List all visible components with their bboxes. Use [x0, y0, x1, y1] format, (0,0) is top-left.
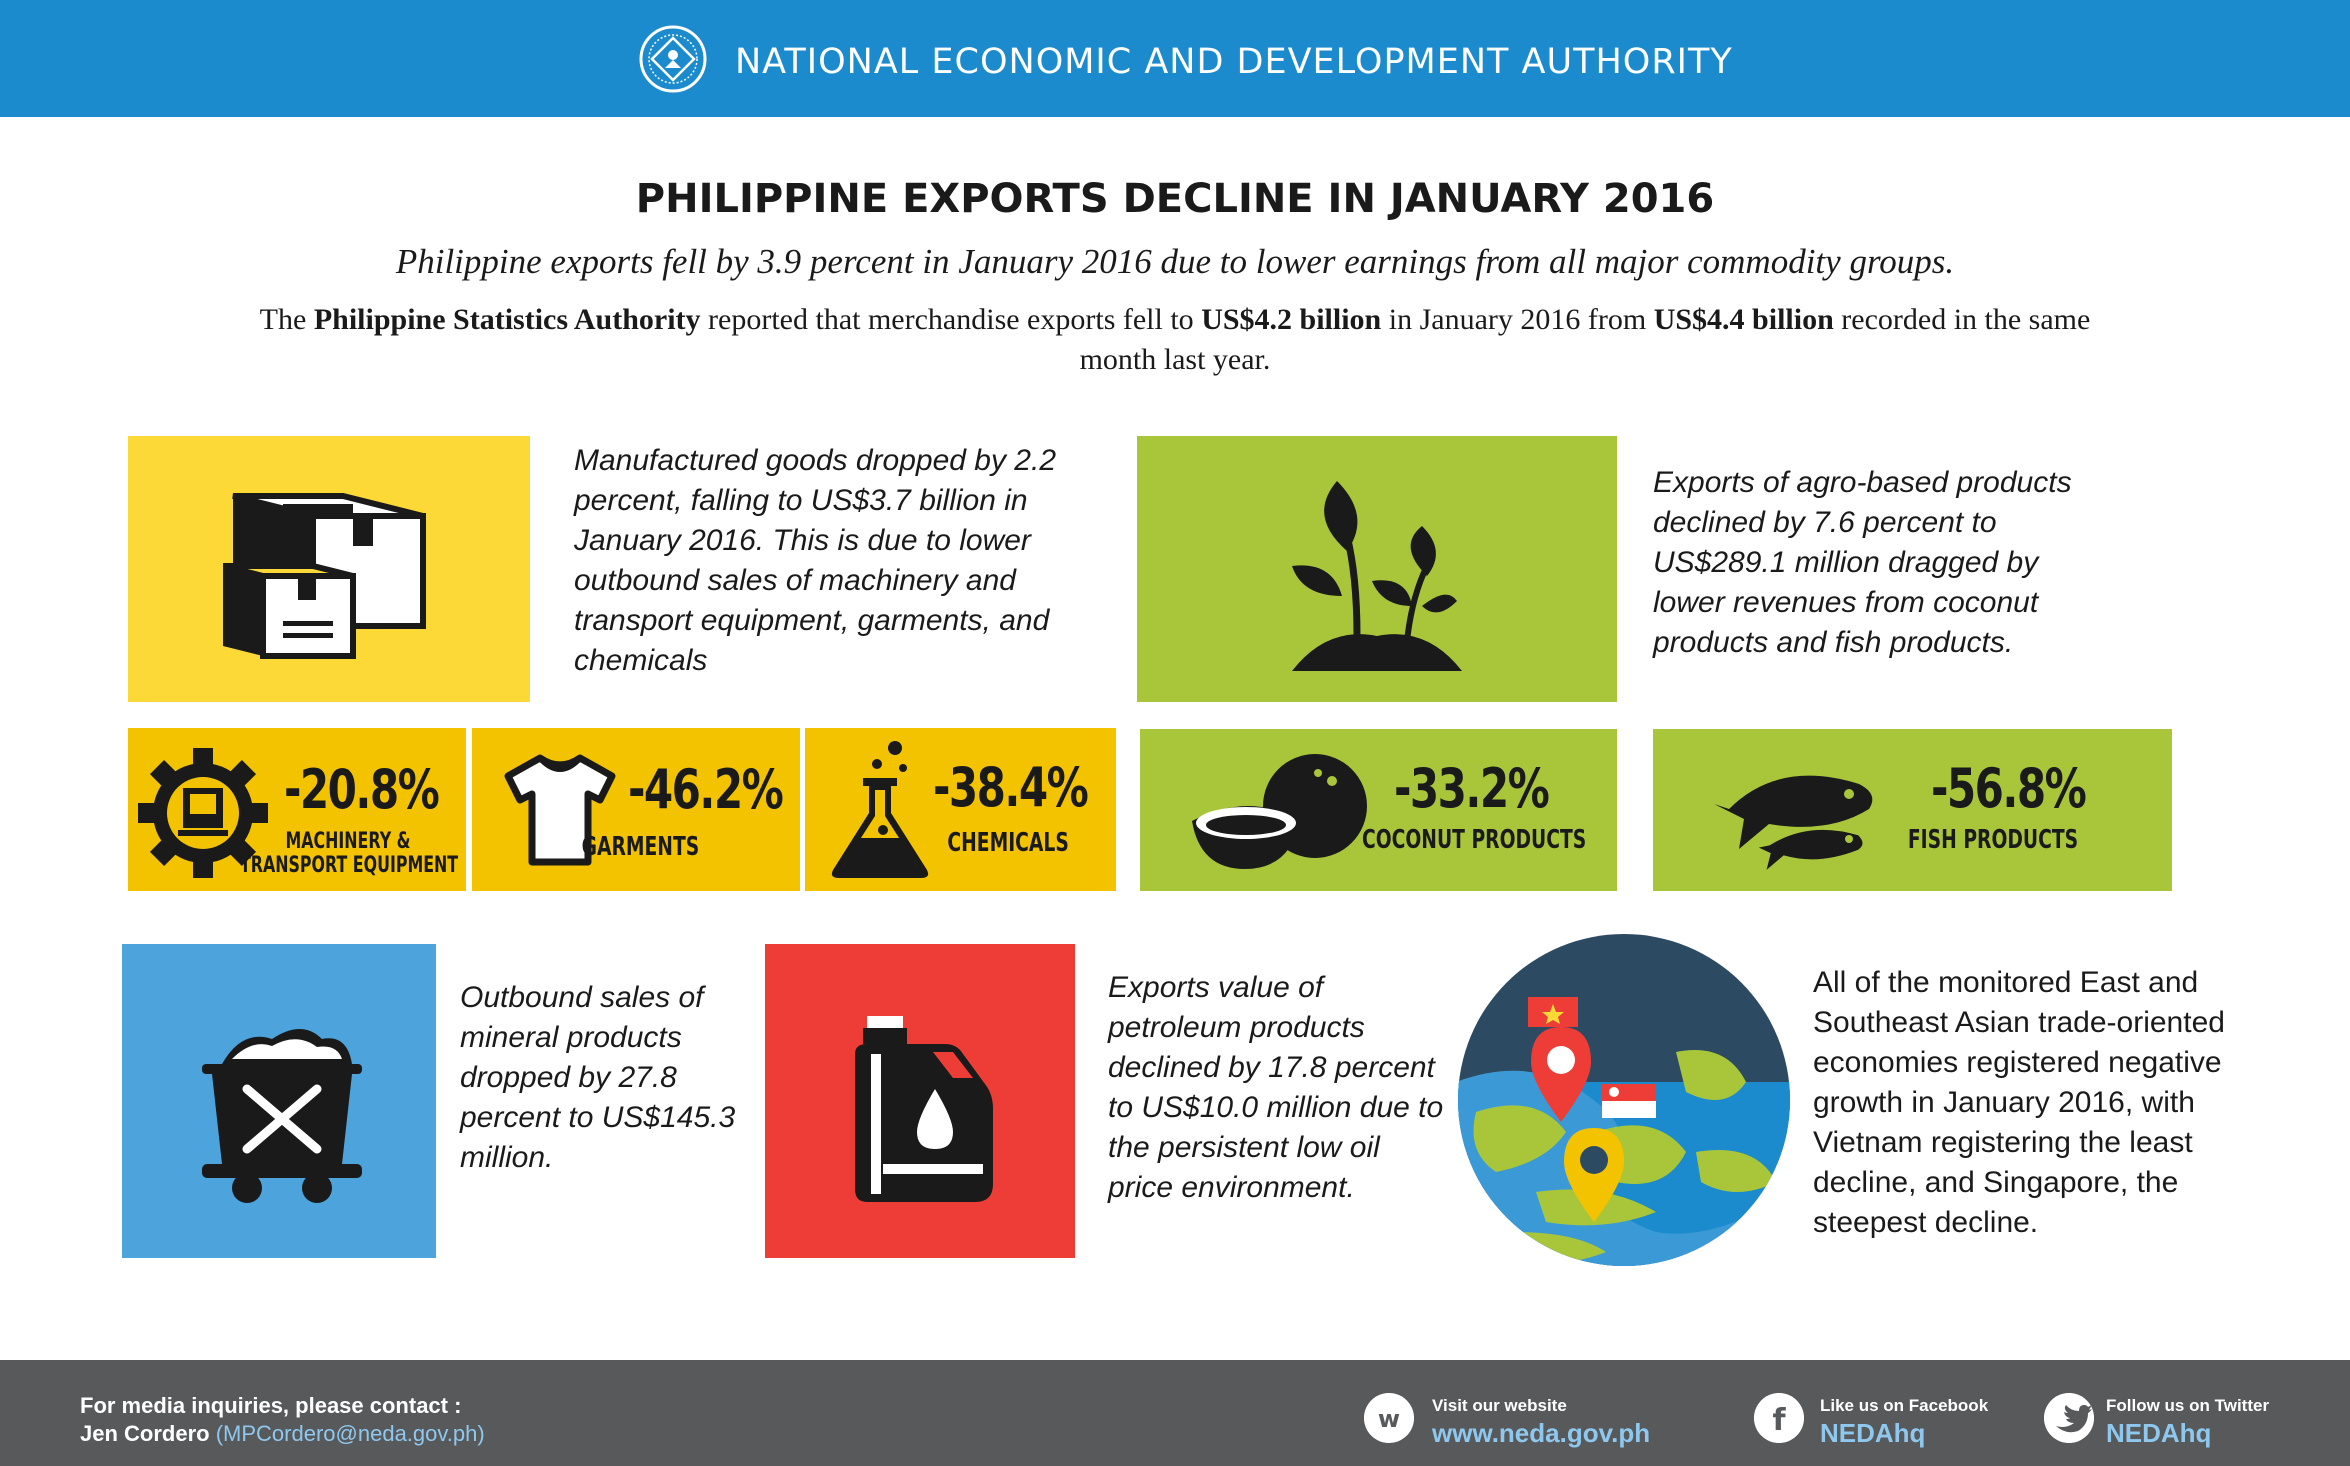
stat-label-line: MACHINERY & [285, 829, 411, 854]
intro-source: Philippine Statistics Authority [313, 303, 701, 336]
svg-text:f: f [1772, 1403, 1786, 1438]
intro-paragraph [250, 300, 2100, 380]
page-subtitle: Philippine exports fell by 3.9 percent in January 2016 due to lower earnings from all major commodity groups. [395, 242, 1955, 281]
stat-label [240, 829, 459, 878]
twitter-link[interactable]: NEDAhq [2106, 1418, 2212, 1448]
twitter-icon[interactable] [2044, 1393, 2094, 1443]
stat-coconut-panel [1140, 729, 1617, 891]
plant-icon [1287, 476, 1467, 676]
stat-fish-panel [1653, 729, 2172, 891]
twitter-label: Follow us on Twitter [2106, 1396, 2270, 1415]
facebook-label: Like us on Facebook [1820, 1396, 1989, 1415]
stat-value: -38.4% [933, 756, 1088, 819]
facebook-icon[interactable] [1754, 1393, 1804, 1443]
website-link[interactable]: www.neda.gov.ph [1432, 1418, 1651, 1448]
contact-name: Jen Cordero [80, 1421, 210, 1446]
petroleum-panel [765, 944, 1075, 1258]
fish-icon [1709, 749, 1879, 879]
stat-value: -20.8% [284, 758, 439, 821]
flask-icon [825, 738, 935, 883]
stat-label: FISH PRODUCTS [1907, 825, 2079, 855]
intro-text: in January 2016 from [1381, 303, 1654, 336]
manufactured-text: Manufactured goods dropped by 2.2 percent, falling to US$3.7 billion in January 2016. This is due to lower outbound sales of machinery and transport equipment, garments, and chemicals [574, 444, 1057, 677]
website-label: Visit our website [1432, 1396, 1567, 1415]
stat-value: -46.2% [628, 758, 783, 821]
mineral-text: Outbound sales of mineral products dropped by 27.8 percent to US$145.3 million. [460, 981, 736, 1174]
mine-cart-icon [192, 1014, 372, 1204]
stat-label: GARMENTS [581, 832, 700, 862]
contact-block [80, 1392, 485, 1448]
org-name: NATIONAL ECONOMIC AND DEVELOPMENT AUTHORITY [735, 42, 1733, 82]
stat-label: COCONUT PRODUCTS [1362, 825, 1587, 855]
asia-text: All of the monitored East and Southeast Asian trade-oriented economies registered negative growth in January 2016, with Vietnam registering the least decline, and Singapore, the steepest decline. [1813, 966, 2225, 1239]
stat-value: -56.8% [1931, 757, 2086, 820]
intro-text: reported that merchandise exports fell to [700, 303, 1202, 336]
svg-text:w: w [1377, 1405, 1401, 1433]
intro-value-prev: US$4.4 billion [1653, 303, 1834, 336]
stat-machinery-panel [128, 728, 466, 891]
intro-text: recorded in the same month last year. [1079, 303, 2091, 376]
neda-seal-icon [638, 24, 708, 94]
website-icon[interactable] [1364, 1393, 1414, 1443]
contact-email-link[interactable]: (MPCordero@neda.gov.ph) [215, 1421, 485, 1446]
globe-map-icon [1456, 932, 1792, 1268]
stat-label-line: TRANSPORT EQUIPMENT [240, 853, 459, 878]
mineral-panel [122, 944, 436, 1258]
stat-garments-panel [472, 728, 800, 891]
stat-label: CHEMICALS [947, 828, 1069, 858]
intro-text: The [259, 303, 314, 336]
page-title: PHILIPPINE EXPORTS DECLINE IN JANUARY 2016 [635, 176, 1715, 222]
boxes-icon [223, 476, 433, 666]
coconut-icon [1190, 751, 1370, 871]
manufactured-panel [128, 436, 530, 702]
agro-text: Exports of agro-based products declined by 7.6 percent to US$289.1 million dragged by lower revenues from coconut products and fish products. [1653, 466, 2072, 659]
contact-label: For media inquiries, please contact : [80, 1393, 462, 1418]
stat-chemicals-panel [805, 728, 1116, 891]
petroleum-text: Exports value of petroleum products declined by 17.8 percent to US$10.0 million due to the persistent low oil price environment. [1108, 971, 1444, 1204]
agro-panel [1137, 436, 1617, 702]
intro-value-now: US$4.2 billion [1201, 303, 1382, 336]
facebook-link[interactable]: NEDAhq [1820, 1418, 1926, 1448]
stat-value: -33.2% [1394, 757, 1549, 820]
oil-can-icon [845, 1014, 995, 1204]
